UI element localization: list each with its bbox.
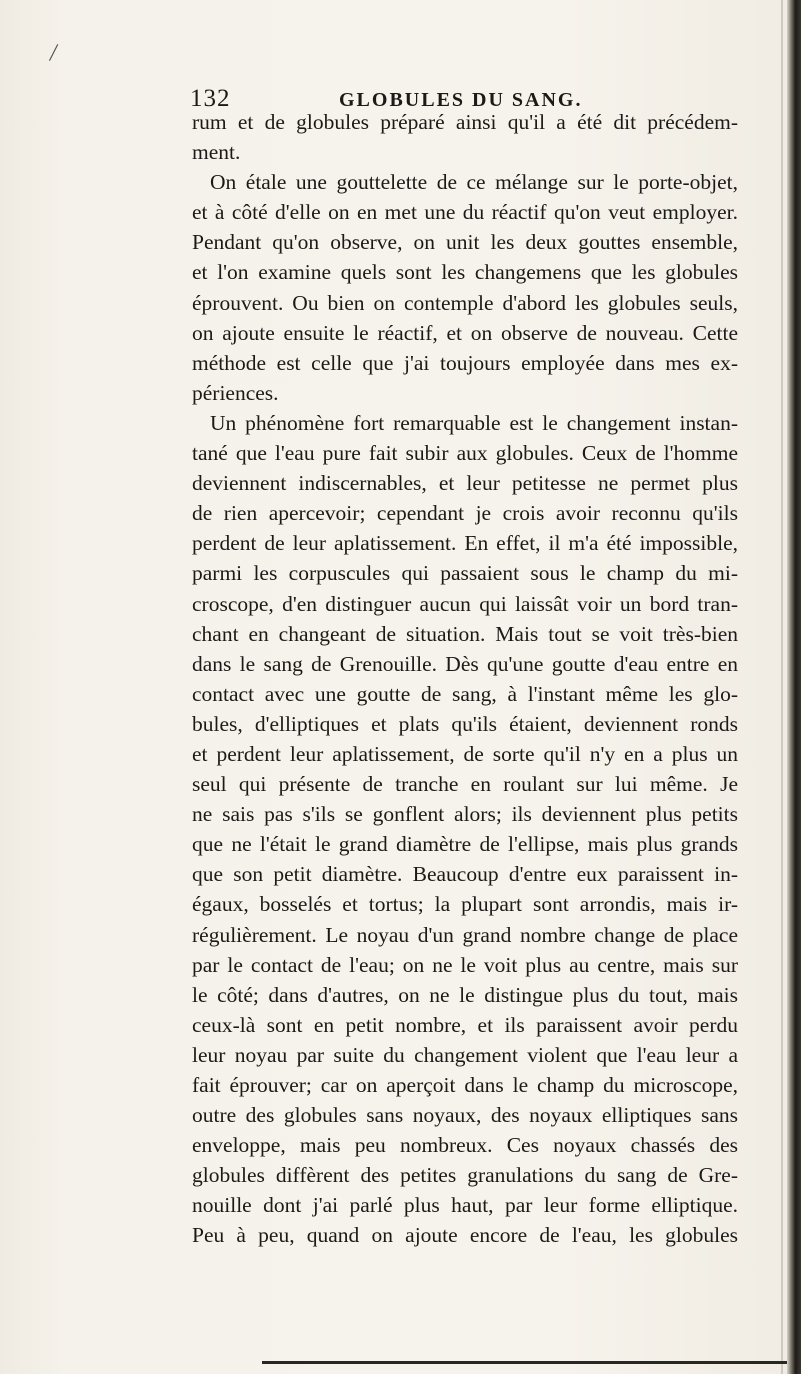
text-line: rum et de globules préparé ainsi qu'il a été dit précédem- xyxy=(192,110,738,134)
text-line: et perdent leur aplatissement, de sorte qu'il n'y en a plus un xyxy=(192,741,738,766)
text-line: nouille dont j'ai parlé plus haut, par leur forme elliptique. xyxy=(192,1193,738,1218)
text-line: que son petit diamètre. Beaucoup d'entre eux paraissent in- xyxy=(192,862,738,887)
text-line: ceux-là sont en petit nombre, et ils paraissent avoir perdu xyxy=(192,1012,738,1037)
text-line: par le contact de l'eau; on ne le voit plus au centre, mais sur xyxy=(192,952,738,977)
running-title: GLOBULES DU SANG. xyxy=(339,89,583,111)
page-shadow-line xyxy=(781,0,783,1374)
text-line: périences. xyxy=(192,380,279,405)
text-line: On étale une gouttelette de ce mélange sur le porte-objet, xyxy=(210,170,738,195)
bottom-rule xyxy=(262,1361,787,1364)
text-line: seul qui présente de tranche en roulant sur lui même. Je xyxy=(192,772,738,797)
text-line: et l'on examine quels sont les changemens que les globules xyxy=(192,260,738,285)
margin-pencil-mark: / xyxy=(48,37,60,68)
text-line: égaux, bosselés et tortus; la plupart sont arrondis, mais ir- xyxy=(192,892,738,917)
text-line: que ne l'était le grand diamètre de l'ellipse, mais plus grands xyxy=(192,832,738,857)
text-line: outre des globules sans noyaux, des noyaux elliptiques sans xyxy=(192,1103,738,1128)
text-line: enveloppe, mais peu nombreux. Ces noyaux chassés des xyxy=(192,1133,738,1158)
text-line: perdent de leur aplatissement. En effet, il m'a été impossible, xyxy=(192,531,738,556)
text-line: contact avec une goutte de sang, à l'instant même les glo- xyxy=(192,681,738,706)
binding-edge xyxy=(787,0,801,1374)
text-line: de rien apercevoir; cependant je crois avoir reconnu qu'ils xyxy=(192,501,738,526)
text-line: Pendant qu'on observe, on unit les deux gouttes ensemble, xyxy=(192,230,738,255)
text-line: ment. xyxy=(192,140,241,165)
text-line: tané que l'eau pure fait subir aux globules. Ceux de l'homme xyxy=(192,441,738,466)
text-line: leur noyau par suite du changement violent que l'eau leur a xyxy=(192,1042,738,1067)
text-line: Un phénomène fort remarquable est le changement instan- xyxy=(210,410,738,435)
text-line: Peu à peu, quand on ajoute encore de l'eau, les globules xyxy=(192,1223,738,1248)
text-line: le côté; dans d'autres, on ne le distingue plus du tout, mais xyxy=(192,982,738,1007)
text-line: parmi les corpuscules qui passaient sous le champ du mi- xyxy=(192,561,738,586)
text-line: deviennent indiscernables, et leur petitesse ne permet plus xyxy=(192,471,738,496)
text-line: croscope, d'en distinguer aucun qui laissât voir un bord tran- xyxy=(192,591,738,616)
page-number: 132 xyxy=(190,85,231,112)
text-line: méthode est celle que j'ai toujours employée dans mes ex- xyxy=(192,350,738,375)
text-line: fait éprouver; car on aperçoit dans le champ du microscope, xyxy=(192,1073,738,1097)
text-line: et à côté d'elle on en met une du réactif qu'on veut employer. xyxy=(192,200,738,225)
text-line: bules, d'elliptiques et plats qu'ils étaient, deviennent ronds xyxy=(192,711,738,736)
text-line: ne sais pas s'ils se gonflent alors; ils deviennent plus petits xyxy=(192,802,738,827)
text-line: on ajoute ensuite le réactif, et on observe de nouveau. Cette xyxy=(192,320,738,345)
text-line: globules diffèrent des petites granulations du sang de Gre- xyxy=(192,1163,738,1188)
text-line: éprouvent. Ou bien on contemple d'abord les globules seuls, xyxy=(192,290,738,315)
text-line: chant en changeant de situation. Mais tout se voit très-bien xyxy=(192,621,738,646)
text-line: régulièrement. Le noyau d'un grand nombre change de place xyxy=(192,922,738,947)
body-text xyxy=(192,107,738,1251)
text-line: dans le sang de Grenouille. Dès qu'une goutte d'eau entre en xyxy=(192,651,738,676)
